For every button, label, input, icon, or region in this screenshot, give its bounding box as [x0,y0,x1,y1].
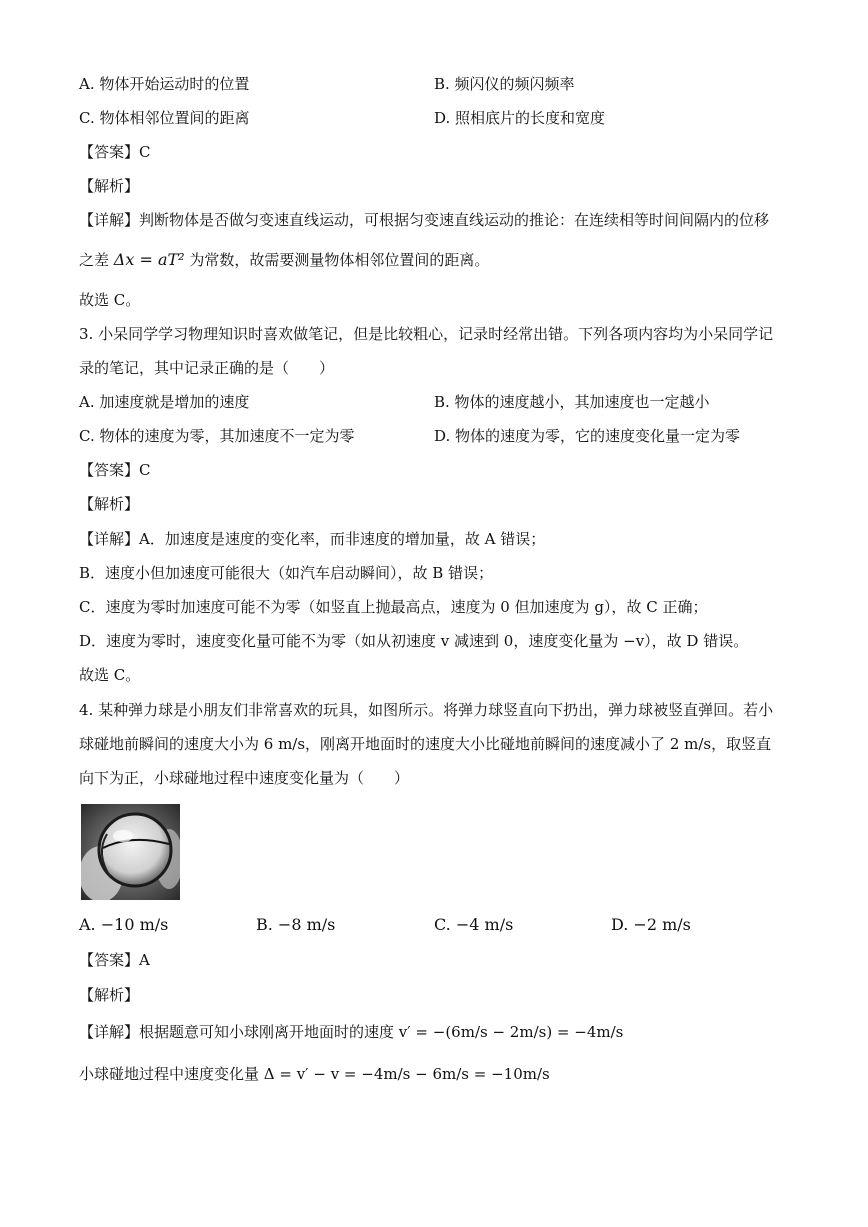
q3-option-b: B. 物体的速度越小，其加速度也一定越小 [434,393,710,411]
q4-option-a: A. −10 m/s [79,915,169,934]
q4-option-b: B. −8 m/s [256,915,336,934]
q2-analysis: 【解析】 [79,177,140,195]
q3-detail-a: 【详解】A．加速度是速度的变化率，而非速度的增加量，故 A 错误； [79,530,546,548]
q2-formula: Δx = aT² [113,250,185,269]
q4-stem-line-1: 4. 某种弹力球是小朋友们非常喜欢的玩具，如图所示。将弹力球竖直向下扔出，弹力球被竖直弹回。若小 [79,701,774,719]
q3-conclusion: 故选 C。 [79,666,141,684]
q2-detail-suffix: 为常数，故需要测量物体相邻位置间的距离。 [189,251,490,269]
q4-option-c: C. −4 m/s [434,915,514,934]
q2-option-d: D. 照相底片的长度和宽度 [434,109,606,127]
bouncy-ball-photo [81,804,180,900]
q3-detail-d: D．速度为零时，速度变化量可能不为零（如从初速度 v 减速到 0，速度变化量为 −v），故 D 错误。 [79,632,749,650]
q2-conclusion: 故选 C。 [79,291,141,309]
q3-detail-c: C．速度为零时加速度可能不为零（如竖直上抛最高点，速度为 0 但加速度为 g），故 C 正确； [79,598,708,616]
q4-analysis: 【解析】 [79,986,140,1004]
q4-answer: 【答案】A [79,951,150,969]
q3-stem-line-1: 3. 小呆同学学习物理知识时喜欢做笔记，但是比较粗心，记录时经常出错。下列各项内容均为小呆同学记 [79,325,774,343]
q4-stem-line-3: 向下为正，小球碰地过程中速度变化量为（ ） [79,769,410,787]
q3-stem-line-2: 录的笔记，其中记录正确的是（ ） [79,359,335,377]
q2-option-a: A. 物体开始运动时的位置 [79,75,250,93]
q3-option-c: C. 物体的速度为零，其加速度不一定为零 [79,427,355,445]
q3-answer: 【答案】C [79,461,151,479]
q2-answer: 【答案】C [79,143,151,161]
q3-detail-b: B．速度小但加速度可能很大（如汽车启动瞬间），故 B 错误； [79,564,494,582]
q4-detail-line-1: 【详解】根据题意可知小球刚离开地面时的速度 v′ = −(6m/s − 2m/s) = −4m/s [79,1023,624,1041]
q4-stem-line-2: 球碰地前瞬间的速度大小为 6 m/s，刚离开地面时的速度大小比碰地前瞬间的速度减小了 2 m/s，取竖直 [79,735,772,753]
q3-option-a: A. 加速度就是增加的速度 [79,393,250,411]
q2-option-b: B. 频闪仪的频闪频率 [434,75,575,93]
q3-analysis: 【解析】 [79,495,140,513]
q2-detail-line-1: 【详解】判断物体是否做匀变速直线运动，可根据匀变速直线运动的推论：在连续相等时间间隔内的位移 [79,211,770,229]
q4-detail-line-2: 小球碰地过程中速度变化量 Δ = v′ − v = −4m/s − 6m/s = −10m/s [79,1065,550,1083]
q2-option-c: C. 物体相邻位置间的距离 [79,109,250,127]
q2-detail-line-2 [79,250,489,270]
q2-detail-prefix: 之差 [79,251,110,269]
q3-option-d: D. 物体的速度为零，它的速度变化量一定为零 [434,427,741,445]
q4-option-d: D. −2 m/s [611,915,691,934]
